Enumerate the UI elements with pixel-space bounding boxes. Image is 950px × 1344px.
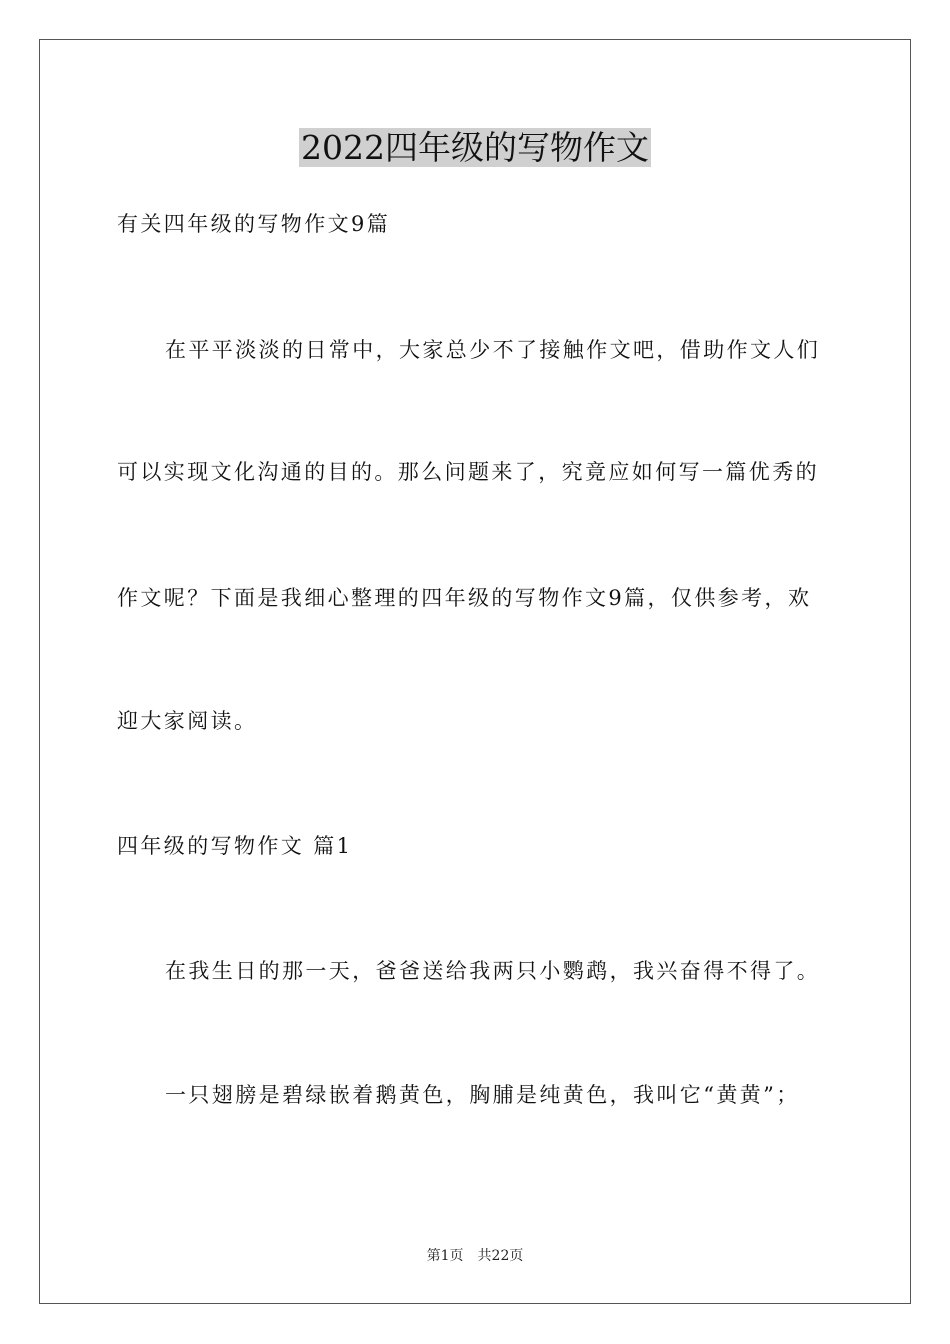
section-heading: 四年级的写物作文 篇1 <box>117 834 353 858</box>
intro-line-4: 迎大家阅读。 <box>117 709 258 733</box>
intro-line-3: 作文呢？下面是我细心整理的四年级的写物作文9篇，仅供参考，欢 <box>117 586 812 610</box>
document-subtitle: 有关四年级的写物作文9篇 <box>117 212 391 236</box>
document-title-text: 2022四年级的写物作文 <box>301 128 649 167</box>
intro-line-2: 可以实现文化沟通的目的。那么问题来了，究竟应如何写一篇优秀的 <box>117 460 819 484</box>
body-line-1: 在我生日的那一天，爸爸送给我两只小鹦鹉，我兴奋得不得了。 <box>165 959 821 983</box>
page-footer: 第1页 共22页 <box>426 1248 524 1264</box>
document-title <box>0 128 950 168</box>
body-line-2: 一只翅膀是碧绿嵌着鹅黄色，胸脯是纯黄色，我叫它“黄黄”； <box>165 1083 800 1107</box>
intro-line-1: 在平平淡淡的日常中，大家总少不了接触作文吧，借助作文人们 <box>165 338 821 362</box>
